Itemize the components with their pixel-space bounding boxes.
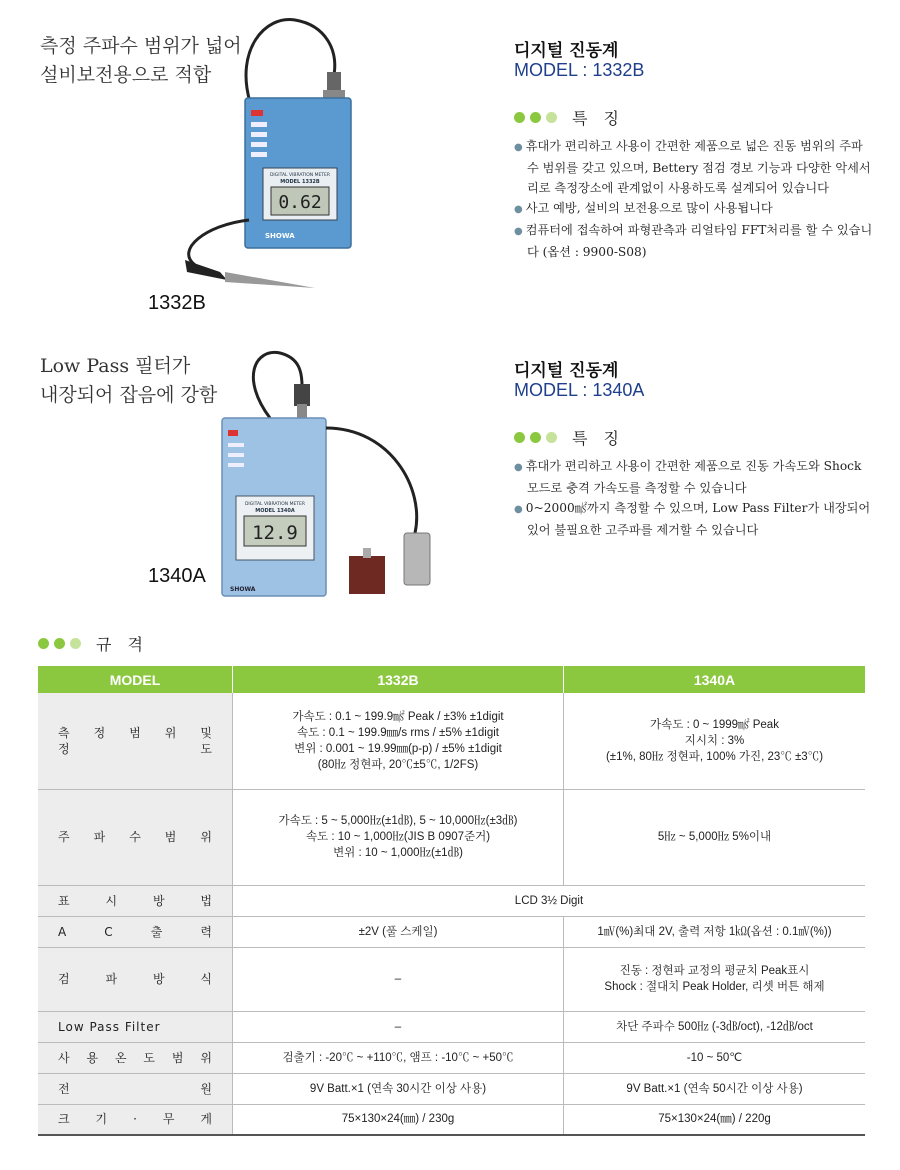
device-1332b-name: DIGITAL VIBRATION METER bbox=[269, 173, 331, 178]
product-model-1332b: MODEL : 1332B bbox=[514, 60, 645, 80]
row-label-text: 측 정 범 위 및 정 도 bbox=[58, 725, 212, 756]
cell-1332b: 검출기 : -20℃ ~ +110℃, 앰프 : -10℃ ~ +50℃ bbox=[233, 1042, 564, 1073]
device-1340a-brand: SHOWA bbox=[230, 586, 256, 593]
spec-header-1332b: 1332B bbox=[233, 666, 564, 693]
row-label bbox=[38, 1011, 233, 1042]
cell-1340a: 75×130×24(㎜) / 220g bbox=[564, 1104, 866, 1135]
row-label bbox=[38, 693, 233, 789]
tagline-1332b: 측정 주파수 범위가 넓어 설비보전용으로 적합 bbox=[40, 35, 242, 86]
row-label-text: A C 출 력 bbox=[58, 924, 212, 939]
device-image-1332b bbox=[165, 10, 405, 310]
feature-item: ● 휴대가 편리하고 사용이 간편한 제품으로 진동 가속도와 Shock 모드로 충격 가속도를 측정할 수 있습니다 bbox=[514, 456, 874, 498]
features-title-1340a: 특징 bbox=[572, 429, 635, 448]
row-label bbox=[38, 1042, 233, 1073]
row-label-text: 검 파 방 식 bbox=[58, 972, 212, 986]
cell-1332b: 75×130×24(㎜) / 230g bbox=[233, 1104, 564, 1135]
row-label bbox=[38, 885, 233, 916]
spec-title: 규격 bbox=[96, 635, 159, 654]
table-row bbox=[38, 693, 865, 789]
row-label-text: 크 기 · 무 게 bbox=[58, 1112, 212, 1127]
spec-table bbox=[38, 666, 865, 1136]
product-label-1332b: 1332B bbox=[148, 292, 206, 314]
spec-header-model: MODEL bbox=[38, 666, 233, 693]
cell-1332b: – bbox=[233, 947, 564, 1011]
row-label bbox=[38, 1104, 233, 1135]
table-row bbox=[38, 1104, 865, 1135]
cell-1340a: 1㎷(%)최대 2V, 출력 저항 1㏀(옵션 : 0.1㎷(%)) bbox=[564, 916, 866, 947]
row-label-text: 주 파 수 범 위 bbox=[58, 830, 212, 844]
device-image-1340a bbox=[210, 348, 450, 608]
cell-1332b: – bbox=[233, 1011, 564, 1042]
table-row bbox=[38, 885, 865, 916]
cell-1340a: 5㎐ ~ 5,000㎐ 5%이내 bbox=[564, 789, 866, 885]
spec-heading bbox=[38, 632, 159, 655]
row-label-text: 전 원 bbox=[58, 1081, 212, 1096]
row-label bbox=[38, 916, 233, 947]
cell-1332b: ±2V (풀 스케일) bbox=[233, 916, 564, 947]
cell-1340a: -10 ~ 50℃ bbox=[564, 1042, 866, 1073]
table-row bbox=[38, 947, 865, 1011]
device-1332b-reading: 0.62 bbox=[278, 192, 322, 213]
row-label bbox=[38, 947, 233, 1011]
cell-1340a: 진동 : 정현파 교정의 평균치 Peak표시 Shock : 절대치 Peak Holder, 리셋 버튼 해제 bbox=[564, 947, 866, 1011]
table-row bbox=[38, 1073, 865, 1104]
device-1340a-reading: 12.9 bbox=[252, 522, 298, 544]
table-row bbox=[38, 916, 865, 947]
device-1340a-model: MODEL 1340A bbox=[255, 508, 295, 514]
device-1332b-brand: SHOWA bbox=[265, 232, 295, 240]
row-label bbox=[38, 1073, 233, 1104]
row-label bbox=[38, 789, 233, 885]
cell-1340a: 차단 주파수 500㎐ (-3㏈/oct), -12㏈/oct bbox=[564, 1011, 866, 1042]
device-1340a-name: DIGITAL VIBRATION METER bbox=[244, 502, 306, 507]
cell-1332b: 9V Batt.×1 (연속 30시간 이상 사용) bbox=[233, 1073, 564, 1104]
product-title-1332b: 디지털 진동계 bbox=[514, 41, 619, 61]
cell-1332b: 가속도 : 5 ~ 5,000㎐(±1㏈), 5 ~ 10,000㎐(±3㏈) 속도 : 10 ~ 1,000㎐(JIS B 0907준거) 변위 : 10 ~ 1,000㎐(±1㏈) bbox=[233, 789, 564, 885]
row-label-text: Low Pass Filter bbox=[58, 1019, 161, 1034]
feature-item: ● 컴퓨터에 접속하여 파형관측과 리얼타임 FFT처리를 할 수 있습니다 (옵션 : 9900-S08) bbox=[514, 220, 874, 262]
tagline-1340a: Low Pass 필터가 내장되어 잡음에 강함 bbox=[40, 355, 218, 406]
spec-header-row bbox=[38, 666, 865, 693]
feature-item: ● 0~2000㎨까지 측정할 수 있으며, Low Pass Filter가 내장되어 있어 불필요한 고주파를 제거할 수 있습니다 bbox=[514, 498, 874, 540]
features-list-1332b bbox=[514, 136, 874, 262]
features-heading-1332b bbox=[514, 106, 635, 129]
table-row bbox=[38, 1042, 865, 1073]
table-row bbox=[38, 789, 865, 885]
product-title-1340a: 디지털 진동계 bbox=[514, 361, 619, 381]
row-label-text: 표 시 방 법 bbox=[58, 893, 212, 908]
features-title-1332b: 특징 bbox=[572, 109, 635, 128]
feature-item: ● 휴대가 편리하고 사용이 간편한 제품으로 넓은 진동 범위의 주파수 범위를 갖고 있으며, Bettery 점검 경보 기능과 다양한 악세서리로 측정장소에 관계없이 사용하도록 설계되어 있습니다 bbox=[514, 136, 874, 198]
table-row bbox=[38, 1011, 865, 1042]
cell-1332b: 가속도 : 0.1 ~ 199.9㎨ Peak / ±3% ±1digit 속도 : 0.1 ~ 199.9㎜/s rms / ±5% ±1digit 변위 : 0.001 ~ 19.99㎜(p-p) / ±5% ±1digit (80㎐ 정현파, 20℃±5℃, 1/2FS) bbox=[233, 693, 564, 789]
feature-item: ● 사고 예방, 설비의 보전용으로 많이 사용됩니다 bbox=[514, 198, 874, 220]
features-list-1340a bbox=[514, 456, 874, 540]
product-model-1340a: MODEL : 1340A bbox=[514, 380, 645, 400]
features-heading-1340a bbox=[514, 426, 635, 449]
product-label-1340a: 1340A bbox=[148, 565, 206, 587]
cell-shared: LCD 3½ Digit bbox=[233, 885, 866, 916]
row-label-text: 사 용 온 도 범 위 bbox=[58, 1050, 212, 1065]
device-1332b-model: MODEL 1332B bbox=[280, 179, 320, 185]
cell-1340a: 9V Batt.×1 (연속 50시간 이상 사용) bbox=[564, 1073, 866, 1104]
spec-header-1340a: 1340A bbox=[564, 666, 866, 693]
cell-1340a: 가속도 : 0 ~ 1999㎨ Peak 지시치 : 3% (±1%, 80㎐ 정현파, 100% 가진, 23℃ ±3℃) bbox=[564, 693, 866, 789]
